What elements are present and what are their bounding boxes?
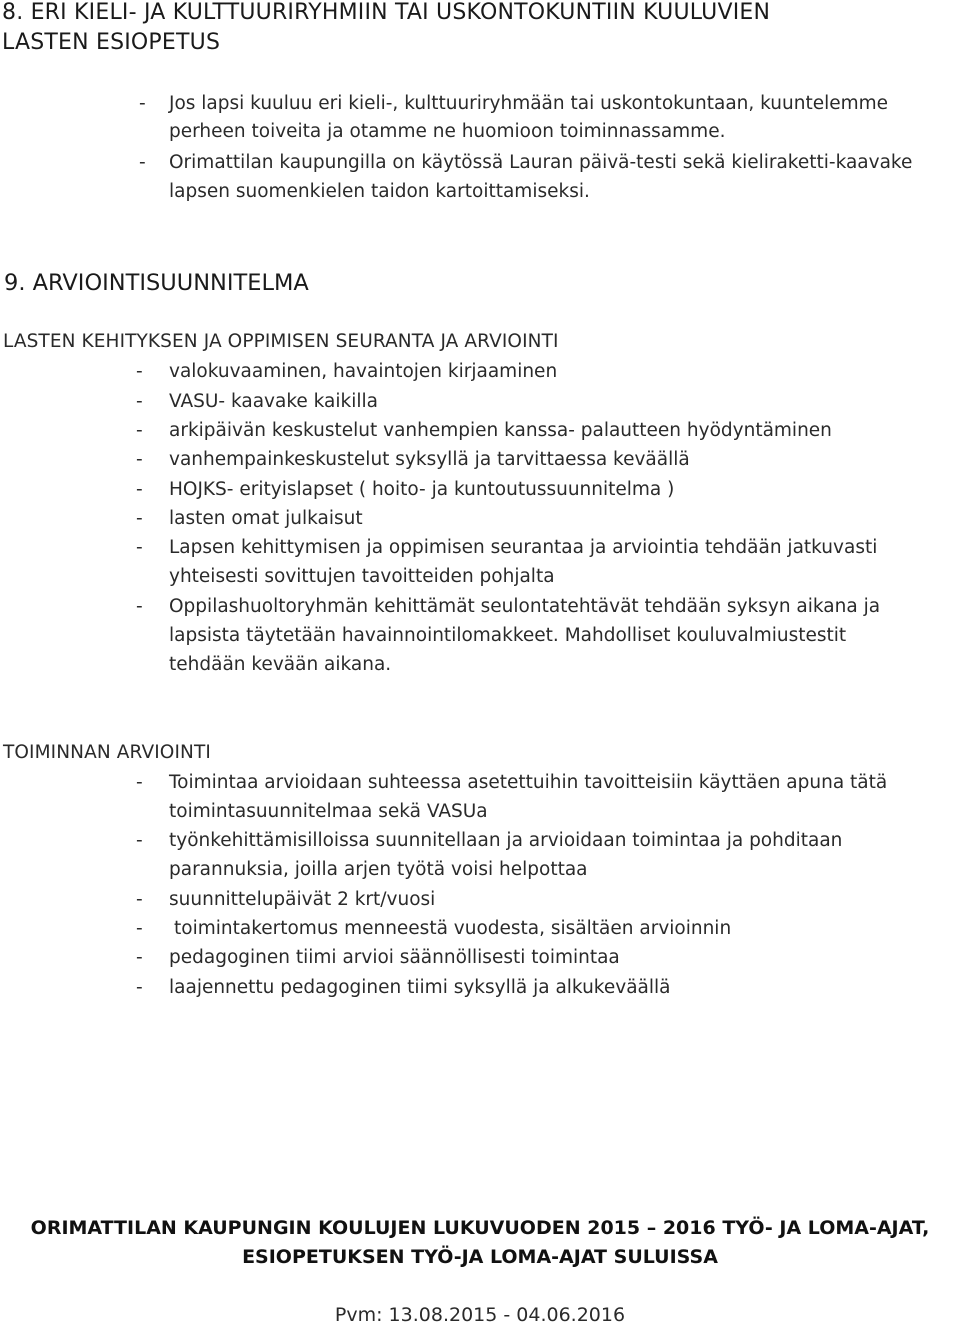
list-item-line: laajennettu pedagoginen tiimi syksyllä ja alkukeväällä xyxy=(169,977,671,998)
bullet-dash: - xyxy=(136,918,143,939)
list-item-line: työnkehittämisilloissa suunnitellaan ja arvioidaan toimintaa ja pohditaan xyxy=(169,830,843,851)
list-item-line: Toimintaa arvioidaan suhteessa asetettuihin tavoitteisiin käyttäen apuna tätä xyxy=(169,772,888,793)
list-item-line: HOJKS- erityislapset ( hoito- ja kuntoutussuunnitelma ) xyxy=(169,479,675,500)
bullet-dash: - xyxy=(136,508,143,529)
list-item-line: pedagoginen tiimi arvioi säännöllisesti toimintaa xyxy=(169,947,620,968)
list-item-line: parannuksia, joilla arjen työtä voisi helpottaa xyxy=(169,859,588,880)
bullet-dash: - xyxy=(136,537,143,558)
evaluation-subheading: LASTEN KEHITYKSEN JA OPPIMISEN SEURANTA JA ARVIOINTI xyxy=(3,331,559,352)
bullet-dash: - xyxy=(136,449,143,470)
list-item-line: toimintasuunnitelmaa sekä VASUa xyxy=(169,801,488,822)
list-item-line: Oppilashuoltoryhmän kehittämät seulontatehtävät tehdään syksyn aikana ja xyxy=(169,596,881,617)
bullet-dash: - xyxy=(136,977,143,998)
list-item-line: tehdään kevään aikana. xyxy=(169,654,392,675)
activity-evaluation-subheading: TOIMINNAN ARVIOINTI xyxy=(3,742,211,763)
list-item-line: toimintakertomus menneestä vuodesta, sisältäen arvioinnin xyxy=(174,918,732,939)
list-item-line: yhteisesti sovittujen tavoitteiden pohjalta xyxy=(169,566,555,587)
footer-date: Pvm: 13.08.2015 - 04.06.2016 xyxy=(334,1304,626,1326)
list-item-line: lapsista täytetään havainnointilomakkeet. Mahdolliset kouluvalmiustestit xyxy=(169,625,847,646)
bullet-dash: - xyxy=(136,420,143,441)
list-item-line: Orimattilan kaupungilla on käytössä Lauran päivä-testi sekä kieliraketti-kaavake xyxy=(169,152,913,173)
bullet-dash: - xyxy=(136,830,143,851)
list-item-line: suunnittelupäivät 2 krt/vuosi xyxy=(169,889,436,910)
section-9-title: 9. ARVIOINTISUUNNITELMA xyxy=(4,270,309,296)
bullet-dash: - xyxy=(136,772,143,793)
list-item-line: arkipäivän keskustelut vanhempien kanssa- palautteen hyödyntäminen xyxy=(169,420,832,441)
footer-title-line-1: ORIMATTILAN KAUPUNGIN KOULUJEN LUKUVUODEN 2015 – 2016 TYÖ- JA LOMA-AJAT, xyxy=(30,1217,930,1239)
list-item-line: Jos lapsi kuuluu eri kieli-, kulttuuriryhmään tai uskontokuntaan, kuuntelemme xyxy=(169,93,889,114)
list-item-line: perheen toiveita ja otamme ne huomioon toiminnassamme. xyxy=(169,121,726,142)
list-item-line: VASU- kaavake kaikilla xyxy=(169,391,378,412)
bullet-dash: - xyxy=(136,947,143,968)
bullet-dash: - xyxy=(136,391,143,412)
bullet-dash: - xyxy=(136,361,143,382)
bullet-dash: - xyxy=(139,152,146,173)
list-item-line: lasten omat julkaisut xyxy=(169,508,363,529)
bullet-dash: - xyxy=(136,889,143,910)
bullet-dash: - xyxy=(136,596,143,617)
list-item-line: vanhempainkeskustelut syksyllä ja tarvittaessa keväällä xyxy=(169,449,690,470)
list-item-line: Lapsen kehittymisen ja oppimisen seurantaa ja arviointia tehdään jatkuvasti xyxy=(169,537,878,558)
section-8-title-line-1: 8. ERI KIELI- JA KULTTUURIRYHMIIN TAI USKONTOKUNTIIN KUULUVIEN xyxy=(2,0,771,25)
bullet-dash: - xyxy=(139,93,146,114)
footer-title-line-2: ESIOPETUKSEN TYÖ-JA LOMA-AJAT SULUISSA xyxy=(242,1246,718,1268)
section-8-title-line-2: LASTEN ESIOPETUS xyxy=(2,30,221,55)
bullet-dash: - xyxy=(136,479,143,500)
list-item-line: valokuvaaminen, havaintojen kirjaaminen xyxy=(169,361,558,382)
list-item-line: lapsen suomenkielen taidon kartoittamiseksi. xyxy=(169,181,590,202)
